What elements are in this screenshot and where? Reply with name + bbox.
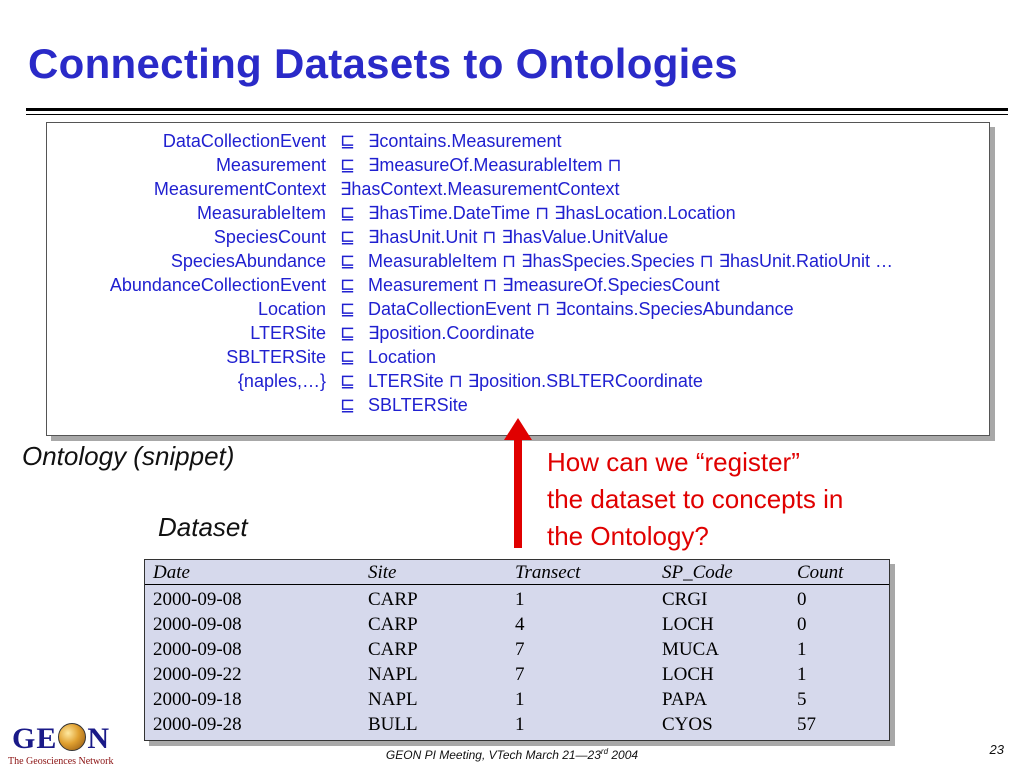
ontology-caption: Ontology (snippet) — [22, 441, 235, 471]
ontology-row — [47, 371, 989, 395]
concept-definition: ∃hasTime.DateTime ⊓ ∃hasLocation.Location — [368, 203, 736, 223]
cell-date: 2000-09-08 — [153, 589, 242, 610]
column-header-site: Site — [368, 562, 397, 583]
cell-date: 2000-09-28 — [153, 714, 242, 735]
column-header-date: Date — [153, 562, 190, 583]
subsumption-symbol: ⊑ — [340, 299, 356, 319]
cell-site: CARP — [368, 589, 418, 610]
cell-transect: 1 — [515, 689, 525, 710]
concept-name: MeasurementContext — [153, 179, 326, 199]
subsumption-symbol: ⊑ — [340, 275, 356, 295]
subsumption-symbol: ⊑ — [340, 323, 356, 343]
question-line-2: the dataset to concepts in — [547, 484, 844, 514]
concept-definition: MeasurableItem ⊓ ∃hasSpecies.Species ⊓ ∃hasUnit.RatioUnit … — [368, 251, 894, 271]
footer-text — [0, 747, 1024, 762]
logo-subtitle: The Geosciences Network — [8, 756, 114, 767]
ontology-row — [47, 275, 989, 299]
concept-name: MeasurableItem — [196, 203, 326, 223]
ontology-row — [47, 299, 989, 323]
cell-sp-code: PAPA — [662, 689, 708, 710]
table-row — [145, 587, 889, 612]
subsumption-symbol: ⊑ — [340, 347, 356, 367]
cell-sp-code: CRGI — [662, 589, 708, 610]
arrow-shaft — [514, 438, 522, 548]
page-number: 23 — [989, 742, 1004, 757]
up-arrow-icon — [503, 418, 533, 548]
ontology-row — [47, 179, 989, 203]
ontology-row — [47, 131, 989, 155]
title-rule-thin — [26, 114, 1008, 115]
cell-site: CARP — [368, 614, 418, 635]
cell-count: 1 — [797, 639, 807, 660]
concept-name: {naples,…} — [237, 371, 326, 391]
concept-definition: Location — [368, 347, 437, 367]
concept-name: SBLTERSite — [226, 347, 326, 367]
table-row — [145, 662, 889, 687]
subsumption-symbol: ⊑ — [340, 203, 356, 223]
footer-text-main: GEON PI Meeting, VTech March 21—23 — [385, 748, 601, 762]
question-line-1: How can we “register” — [547, 447, 800, 477]
cell-transect: 7 — [515, 664, 525, 685]
concept-name: LTERSite — [250, 323, 326, 343]
subsumption-symbol: ⊑ — [340, 371, 356, 391]
cell-transect: 4 — [515, 614, 525, 635]
cell-count: 57 — [797, 714, 816, 735]
table-row — [145, 637, 889, 662]
cell-site: CARP — [368, 639, 418, 660]
concept-name: SpeciesAbundance — [170, 251, 326, 271]
concept-definition: ∃hasContext.MeasurementContext — [340, 179, 620, 199]
concept-name: Location — [257, 299, 326, 319]
table-row — [145, 612, 889, 637]
concept-definition: LTERSite ⊓ ∃position.SBLTERCoordinate — [368, 371, 703, 391]
question-text — [547, 444, 843, 555]
concept-definition: ∃contains.Measurement — [368, 131, 562, 151]
question-line-3: the Ontology? — [547, 521, 709, 551]
column-header-transect: Transect — [515, 562, 581, 583]
cell-date: 2000-09-08 — [153, 614, 242, 635]
cell-transect: 1 — [515, 589, 525, 610]
cell-site: NAPL — [368, 664, 418, 685]
subsumption-symbol: ⊑ — [340, 227, 356, 247]
cell-count: 0 — [797, 589, 807, 610]
slide-title: Connecting Datasets to Ontologies — [28, 40, 738, 87]
subsumption-symbol: ⊑ — [340, 395, 356, 415]
cell-count: 5 — [797, 689, 807, 710]
table-row — [145, 687, 889, 712]
ontology-box — [46, 122, 990, 436]
cell-date: 2000-09-08 — [153, 639, 242, 660]
logo-text-pre: GE — [12, 722, 58, 755]
logo-text-post: N — [87, 722, 111, 755]
cell-sp-code: LOCH — [662, 614, 714, 635]
cell-site: BULL — [368, 714, 418, 735]
arrow-head — [504, 418, 532, 440]
concept-name: AbundanceCollectionEvent — [109, 275, 326, 295]
cell-sp-code: MUCA — [662, 639, 720, 660]
concept-definition: ∃position.Coordinate — [368, 323, 535, 343]
subsumption-symbol: ⊑ — [340, 251, 356, 271]
column-header-count: Count — [797, 562, 844, 583]
concept-definition: ∃measureOf.MeasurableItem ⊓ — [368, 155, 622, 175]
cell-transect: 7 — [515, 639, 525, 660]
cell-date: 2000-09-18 — [153, 689, 242, 710]
subsumption-symbol: ⊑ — [340, 155, 356, 175]
table-row — [145, 712, 889, 737]
cell-count: 0 — [797, 614, 807, 635]
subsumption-symbol: ⊑ — [340, 131, 356, 151]
cell-sp-code: CYOS — [662, 714, 713, 735]
ontology-axioms — [47, 131, 989, 419]
concept-definition: DataCollectionEvent ⊓ ∃contains.SpeciesAbundance — [368, 299, 794, 319]
dataset-table — [144, 559, 890, 741]
cell-count: 1 — [797, 664, 807, 685]
ontology-row — [47, 347, 989, 371]
ontology-row — [47, 395, 989, 419]
footer-superscript: rd — [600, 747, 609, 756]
ontology-row — [47, 227, 989, 251]
concept-name: Measurement — [215, 155, 326, 175]
concept-name: DataCollectionEvent — [162, 131, 326, 151]
dataset-caption: Dataset — [158, 512, 248, 542]
concept-definition: ∃hasUnit.Unit ⊓ ∃hasValue.UnitValue — [368, 227, 669, 247]
cell-date: 2000-09-22 — [153, 664, 242, 685]
table-header-row — [145, 560, 889, 585]
concept-definition: SBLTERSite — [368, 395, 468, 415]
column-header-sp-code: SP_Code — [662, 562, 733, 583]
ontology-row — [47, 203, 989, 227]
cell-site: NAPL — [368, 689, 418, 710]
title-rule-thick — [26, 108, 1008, 111]
table-body — [145, 587, 889, 737]
cell-transect: 1 — [515, 714, 525, 735]
concept-definition: Measurement ⊓ ∃measureOf.SpeciesCount — [368, 275, 720, 295]
ontology-row — [47, 323, 989, 347]
concept-name: SpeciesCount — [213, 227, 326, 247]
footer-text-year: 2004 — [608, 748, 639, 762]
cell-sp-code: LOCH — [662, 664, 714, 685]
ontology-row — [47, 155, 989, 179]
ontology-row — [47, 251, 989, 275]
